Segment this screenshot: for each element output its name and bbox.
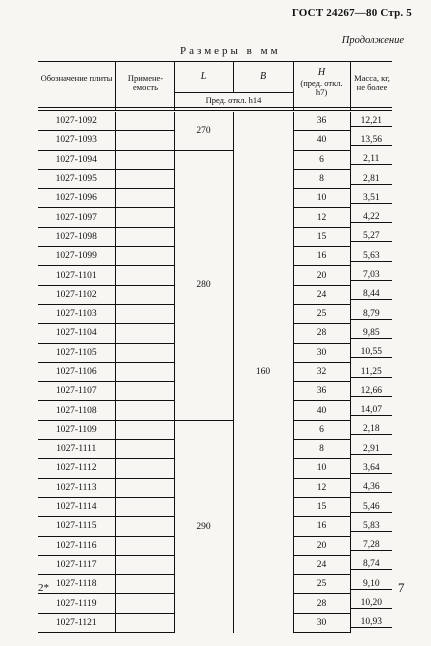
H-value-cell: 24 <box>293 285 350 304</box>
mass-value-cell <box>350 131 392 150</box>
designation-cell: 1027-1101 <box>38 266 115 285</box>
designation-cell: 1027-1117 <box>38 555 115 574</box>
designation-cell: 1027-1107 <box>38 382 115 401</box>
mass-value-cell <box>350 112 392 131</box>
mass-value: 14,07 <box>351 405 393 416</box>
continuation-label: Продолжение <box>341 35 404 46</box>
mass-value-cell <box>350 517 392 536</box>
table-row <box>38 112 392 131</box>
designation-cell: 1027-1095 <box>38 169 115 188</box>
mass-value-cell <box>350 497 392 516</box>
H-value-cell: 32 <box>293 362 350 381</box>
applicability-cell <box>115 324 174 343</box>
designation-cell: 1027-1102 <box>38 285 115 304</box>
H-value-cell: 40 <box>293 401 350 420</box>
H-value-cell: 25 <box>293 575 350 594</box>
L-value-cell: 280 <box>174 150 233 420</box>
H-value-cell: 15 <box>293 227 350 246</box>
designation-cell: 1027-1092 <box>38 112 115 131</box>
applicability-cell <box>115 497 174 516</box>
designation-cell: 1027-1097 <box>38 208 115 227</box>
col-B-header: B <box>259 71 267 82</box>
mass-value: 7,03 <box>351 270 393 281</box>
plates-table <box>38 112 392 633</box>
mass-value-cell <box>350 189 392 208</box>
designation-cell: 1027-1099 <box>38 247 115 266</box>
mass-value: 8,79 <box>351 309 393 320</box>
standard-header: ГОСТ 24267—80 Стр. 5 <box>291 7 412 19</box>
designation-cell: 1027-1096 <box>38 189 115 208</box>
H-value-cell: 6 <box>293 420 350 439</box>
mass-value-cell <box>350 304 392 323</box>
H-value-cell: 25 <box>293 304 350 323</box>
applicability-cell <box>115 459 174 478</box>
mass-value-cell <box>350 536 392 555</box>
mass-value: 9,85 <box>351 328 393 339</box>
applicability-cell <box>115 227 174 246</box>
applicability-cell <box>115 343 174 362</box>
applicability-cell <box>115 575 174 594</box>
H-value-cell: 8 <box>293 169 350 188</box>
applicability-cell <box>115 131 174 150</box>
mass-value-cell <box>350 440 392 459</box>
H-value-cell: 12 <box>293 208 350 227</box>
H-value-cell: 15 <box>293 497 350 516</box>
mass-value-cell <box>350 150 392 169</box>
col-tolerance-header: Пред. откл. h14 <box>205 95 262 105</box>
mass-value-cell <box>350 362 392 381</box>
mass-value-cell <box>350 227 392 246</box>
mass-value: 12,66 <box>351 386 393 397</box>
H-value-cell: 20 <box>293 536 350 555</box>
mass-value-cell <box>350 555 392 574</box>
designation-cell: 1027-1103 <box>38 304 115 323</box>
page-number: 7 <box>398 580 405 595</box>
mass-value-cell <box>350 478 392 497</box>
H-value-cell: 36 <box>293 382 350 401</box>
col-mass-header: Масса, кг, не более <box>354 73 390 92</box>
mass-value-cell <box>350 169 392 188</box>
mass-value-cell <box>350 247 392 266</box>
mass-value: 12,21 <box>351 116 393 127</box>
B-value-cell: 160 <box>233 112 293 633</box>
footer-left-mark: 2* <box>38 582 49 594</box>
applicability-cell <box>115 169 174 188</box>
mass-value: 11,25 <box>351 367 393 378</box>
mass-value: 13,56 <box>351 135 393 146</box>
applicability-cell <box>115 555 174 574</box>
mass-value: 3,64 <box>351 463 393 474</box>
col-H-sub-header: (пред. откл. h7) <box>300 78 343 97</box>
applicability-cell <box>115 536 174 555</box>
mass-value: 8,44 <box>351 289 393 300</box>
mass-value-cell <box>350 343 392 362</box>
H-value-cell: 36 <box>293 112 350 131</box>
applicability-cell <box>115 112 174 131</box>
mass-value-cell <box>350 575 392 594</box>
header-bottom-rule-1 <box>38 107 392 108</box>
H-value-cell: 6 <box>293 150 350 169</box>
H-value-cell: 40 <box>293 131 350 150</box>
H-value-cell: 30 <box>293 613 350 632</box>
designation-cell: 1027-1105 <box>38 343 115 362</box>
designation-cell: 1027-1113 <box>38 478 115 497</box>
H-value-cell: 10 <box>293 189 350 208</box>
H-value-cell: 12 <box>293 478 350 497</box>
H-value-cell: 28 <box>293 324 350 343</box>
applicability-cell <box>115 208 174 227</box>
mass-value-cell <box>350 266 392 285</box>
mass-value-cell <box>350 459 392 478</box>
mass-value: 5,27 <box>351 231 393 242</box>
mass-value-cell <box>350 208 392 227</box>
mass-value: 7,28 <box>351 540 393 551</box>
mass-value: 2,11 <box>351 154 393 165</box>
designation-cell: 1027-1116 <box>38 536 115 555</box>
mass-value: 4,36 <box>351 482 393 493</box>
applicability-cell <box>115 613 174 632</box>
designation-cell: 1027-1093 <box>38 131 115 150</box>
mass-value: 3,51 <box>351 193 393 204</box>
mass-value: 9,10 <box>351 579 393 590</box>
header-bottom-rule-2 <box>38 110 392 111</box>
designation-cell: 1027-1114 <box>38 497 115 516</box>
H-value-cell: 20 <box>293 266 350 285</box>
H-value-cell: 24 <box>293 555 350 574</box>
mass-value-cell <box>350 420 392 439</box>
H-value-cell: 8 <box>293 440 350 459</box>
mass-value: 10,20 <box>351 598 393 609</box>
table-row <box>38 150 392 169</box>
applicability-cell <box>115 478 174 497</box>
applicability-cell <box>115 150 174 169</box>
mass-value: 5,46 <box>351 502 393 513</box>
L-value-cell: 290 <box>174 420 233 632</box>
designation-cell: 1027-1094 <box>38 150 115 169</box>
applicability-cell <box>115 401 174 420</box>
L-value-cell: 270 <box>174 112 233 150</box>
mass-value-cell <box>350 613 392 632</box>
H-value-cell: 28 <box>293 594 350 613</box>
applicability-cell <box>115 247 174 266</box>
applicability-cell <box>115 189 174 208</box>
mass-value-cell <box>350 401 392 420</box>
designation-cell: 1027-1118 <box>38 575 115 594</box>
applicability-cell <box>115 420 174 439</box>
mass-value: 4,22 <box>351 212 393 223</box>
table-row <box>38 420 392 439</box>
mass-value: 2,81 <box>351 174 393 185</box>
designation-cell: 1027-1115 <box>38 517 115 536</box>
col-designation-header: Обозначение плиты <box>40 73 113 83</box>
H-value-cell: 16 <box>293 247 350 266</box>
mass-value: 5,63 <box>351 251 393 262</box>
mass-value-cell <box>350 285 392 304</box>
designation-cell: 1027-1098 <box>38 227 115 246</box>
col-H-header: H <box>317 67 326 78</box>
units-caption: Размеры в мм <box>180 45 281 57</box>
applicability-cell <box>115 362 174 381</box>
header-divider-5 <box>350 61 351 110</box>
table-top-rule <box>38 61 392 62</box>
applicability-cell <box>115 382 174 401</box>
applicability-cell <box>115 266 174 285</box>
designation-cell: 1027-1109 <box>38 420 115 439</box>
col-applicability-header: Примене-емость <box>127 73 164 92</box>
mass-value: 10,93 <box>351 617 393 628</box>
applicability-cell <box>115 304 174 323</box>
mass-value: 8,74 <box>351 559 393 570</box>
designation-cell: 1027-1108 <box>38 401 115 420</box>
tolerance-rule <box>174 92 293 93</box>
designation-cell: 1027-1106 <box>38 362 115 381</box>
applicability-cell <box>115 285 174 304</box>
designation-cell: 1027-1104 <box>38 324 115 343</box>
mass-value: 5,83 <box>351 521 393 532</box>
H-value-cell: 30 <box>293 343 350 362</box>
mass-value: 2,91 <box>351 444 393 455</box>
col-L-header: L <box>200 71 207 82</box>
mass-value: 10,55 <box>351 347 393 358</box>
mass-value-cell <box>350 382 392 401</box>
applicability-cell <box>115 594 174 613</box>
H-value-cell: 10 <box>293 459 350 478</box>
H-value-cell: 16 <box>293 517 350 536</box>
designation-cell: 1027-1111 <box>38 440 115 459</box>
designation-cell: 1027-1119 <box>38 594 115 613</box>
mass-value: 2,18 <box>351 424 393 435</box>
mass-value-cell <box>350 324 392 343</box>
header-divider-1 <box>115 61 116 110</box>
designation-cell: 1027-1112 <box>38 459 115 478</box>
designation-cell: 1027-1121 <box>38 613 115 632</box>
applicability-cell <box>115 517 174 536</box>
mass-value-cell <box>350 594 392 613</box>
applicability-cell <box>115 440 174 459</box>
